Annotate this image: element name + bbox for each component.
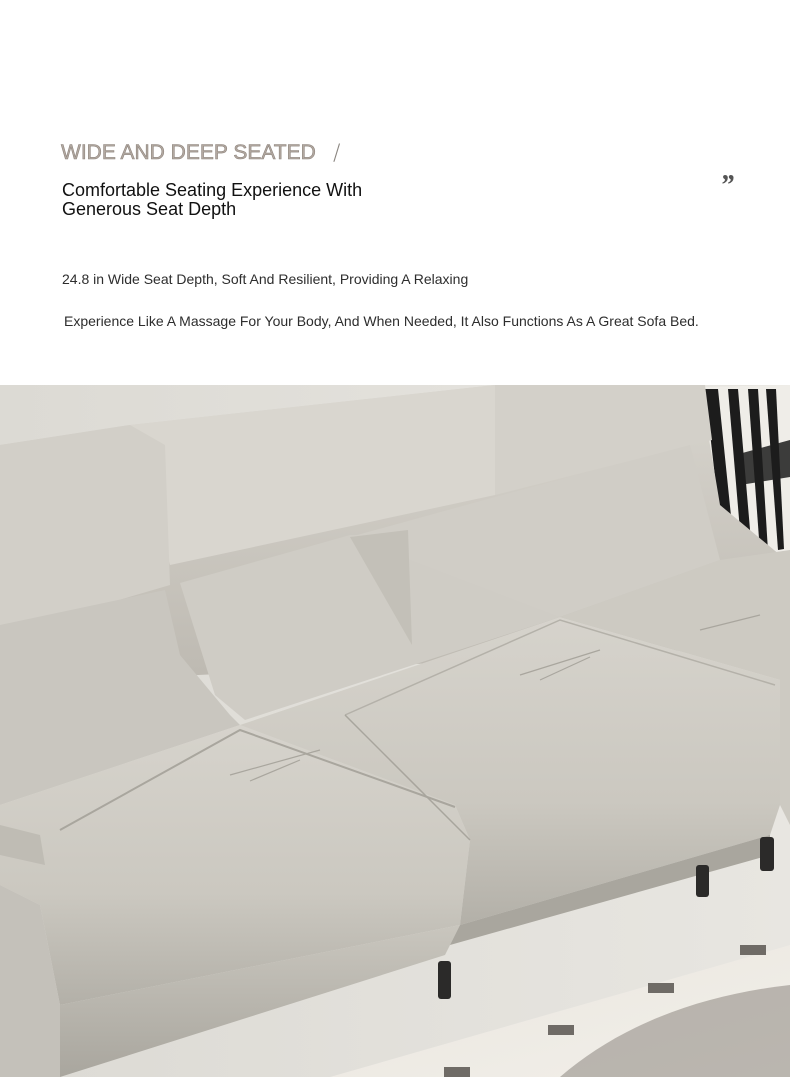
headline-line-1: Comfortable Seating Experience With xyxy=(62,180,363,200)
feature-text-panel xyxy=(0,0,790,385)
feature-headline xyxy=(62,181,392,219)
quote-icon: ” xyxy=(720,170,734,201)
section-eyebrow: WIDE AND DEEP SEATED xyxy=(61,141,316,164)
sofa-photo xyxy=(0,385,790,1077)
body-text-line-2: Experience Like A Massage For Your Body, And When Needed, It Also Functions As A Great Sofa Bed. xyxy=(64,313,699,329)
body-text-line-1: 24.8 in Wide Seat Depth, Soft And Resilient, Providing A Relaxing xyxy=(62,271,469,287)
headline-line-2: Generous Seat Depth xyxy=(62,199,237,219)
eyebrow-slash: / xyxy=(333,141,341,166)
